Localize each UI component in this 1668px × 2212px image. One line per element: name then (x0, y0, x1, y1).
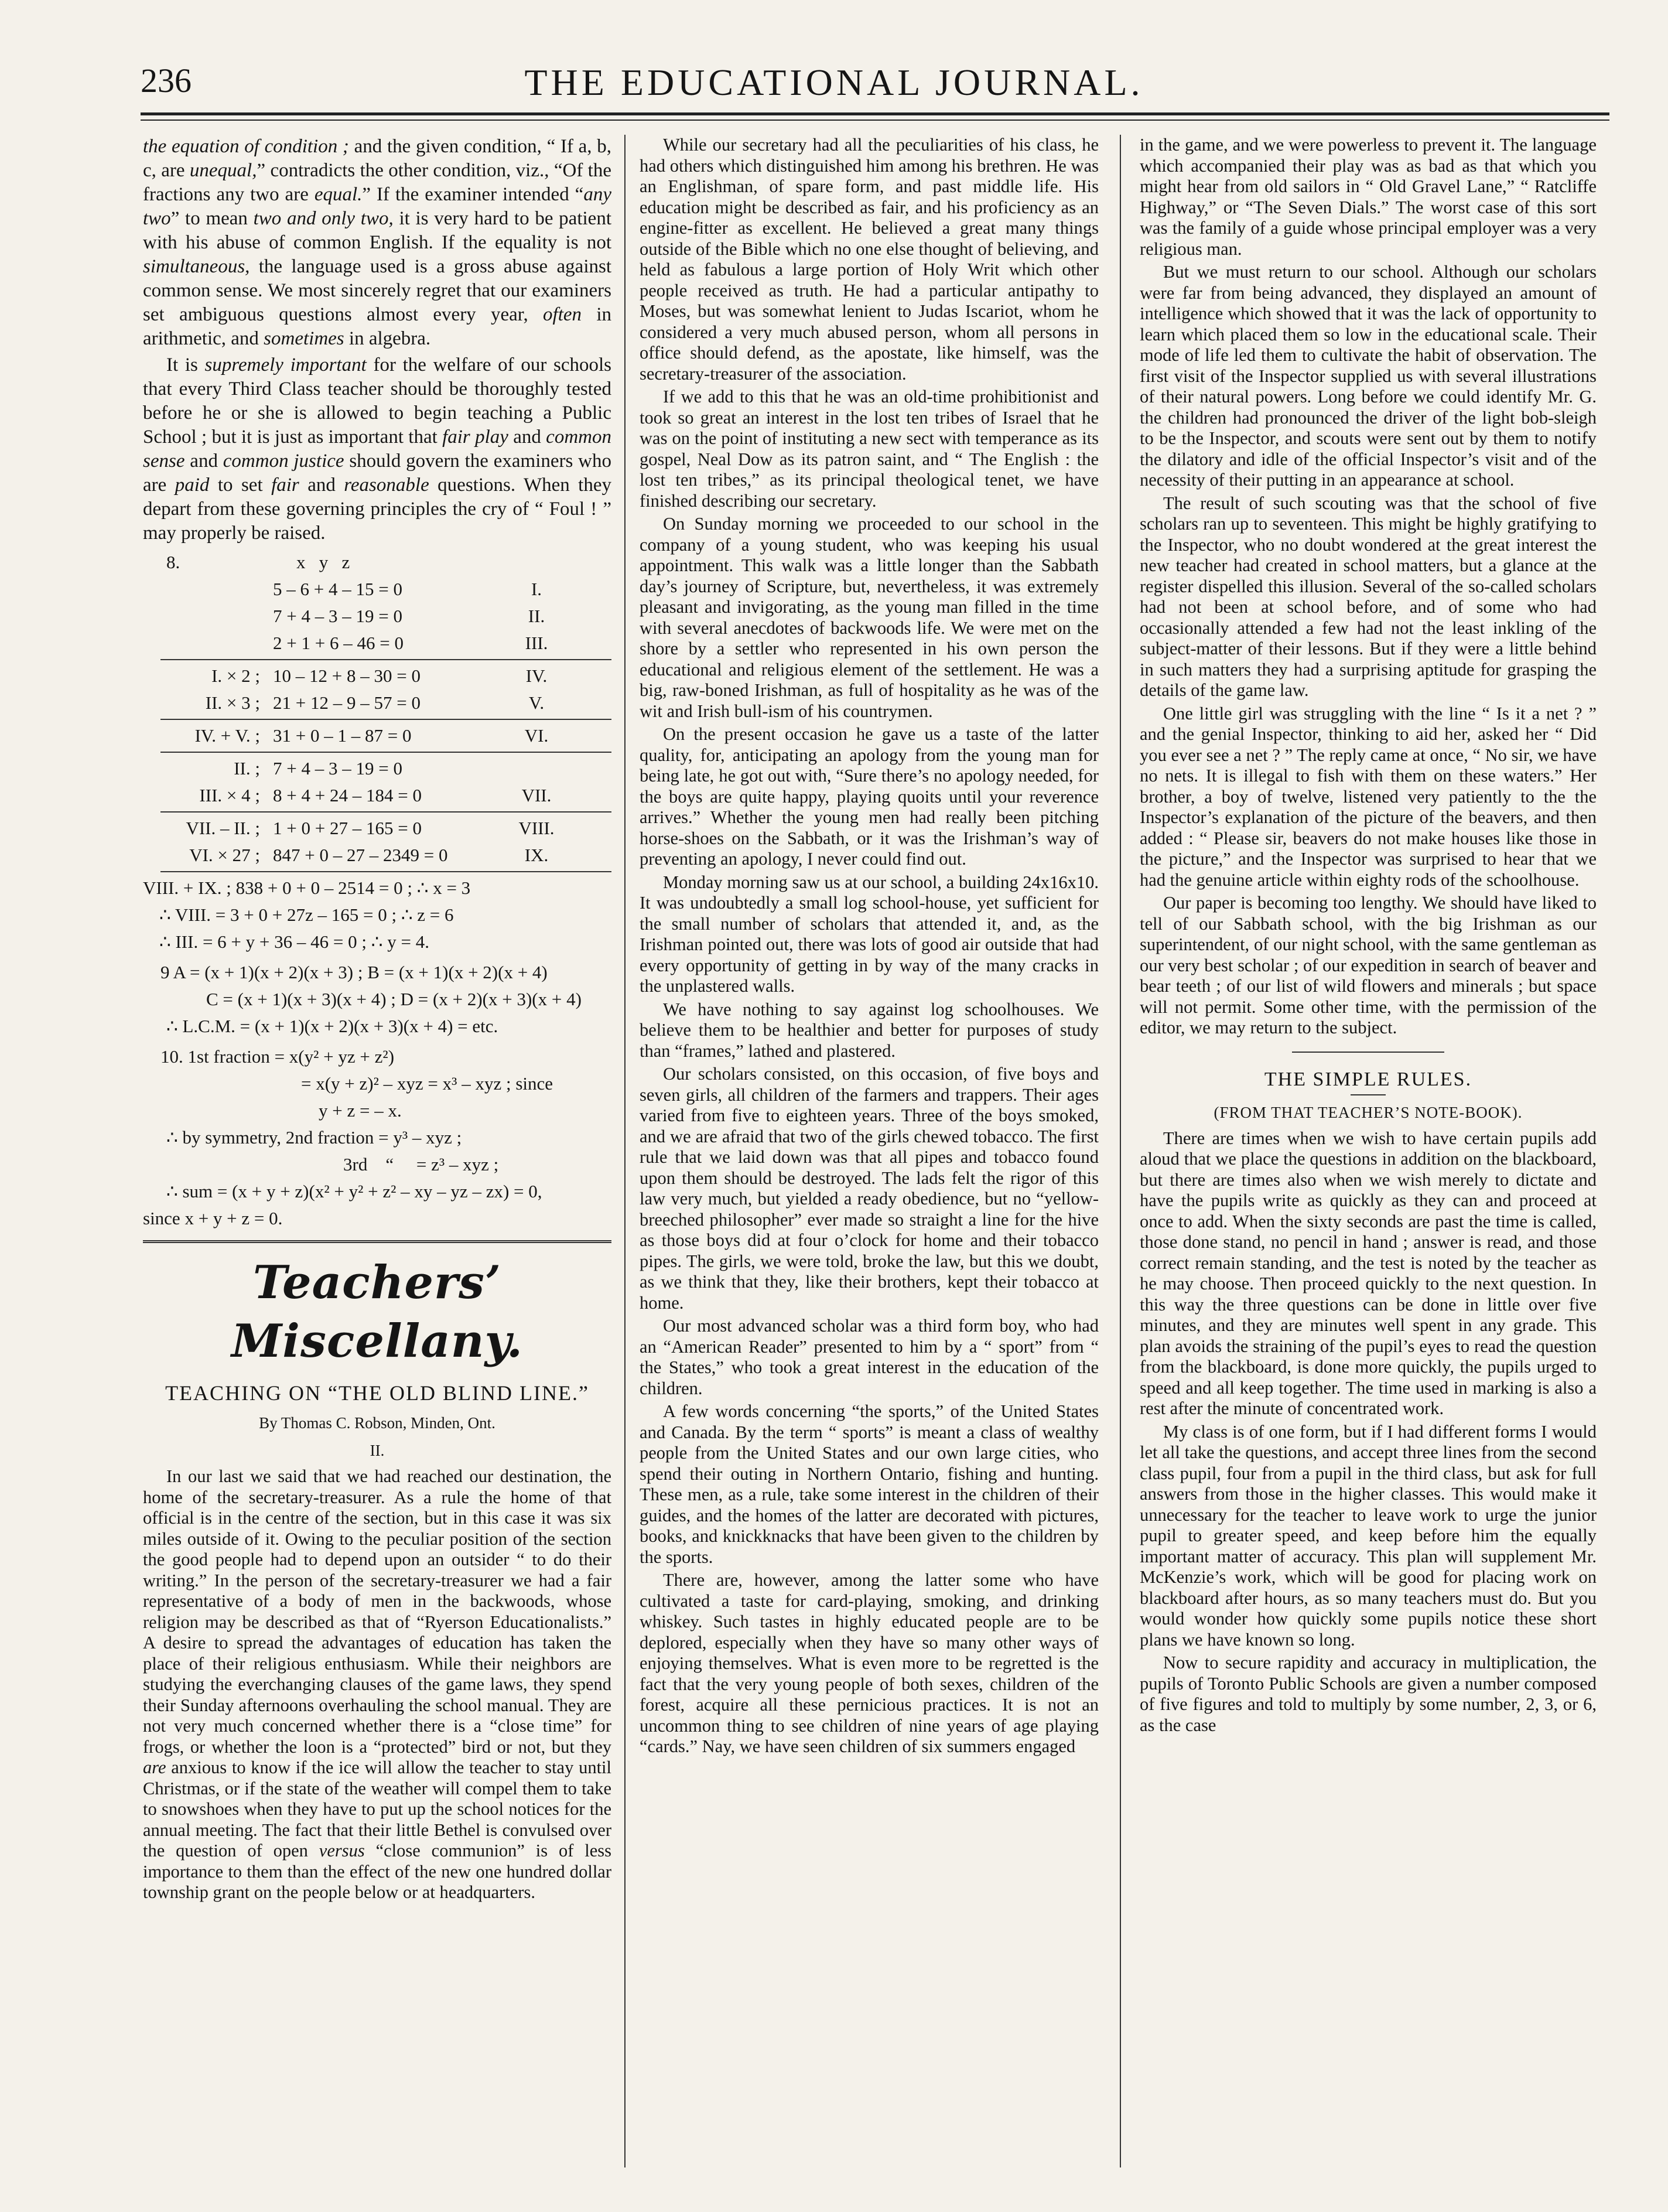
math-rule (160, 659, 611, 660)
paragraph: Our paper is becoming too lengthy. We should have liked to tell of our Sabbath school, with the big Irishman as our superintendent, of our night school, with the same gentleman as our very best scholar ; of our expedition in search of beaver and bear teeth ; of our list of wild flowers and minerals ; but space will not permit. Some other time, with the permission of the editor, we may return to the subject. (1140, 893, 1597, 1037)
math-row: 2 + 1 + 6 – 46 = 0 III. (273, 633, 548, 653)
math-row: I. × 2 ; 10 – 12 + 8 – 30 = 0 IV. (211, 665, 548, 686)
paragraph: Our most advanced scholar was a third form boy, who had an “American Reader” presented to him by a “ sport” from “ the States,” who took a great interest in the education of the children. (640, 1316, 1099, 1398)
section-rule (1292, 1052, 1444, 1053)
paragraph: Monday morning saw us at our school, a building 24x16x10. It was undoubtedly a small log school-house, yet sufficient for the small number of scholars that attended it, and, as the Irishman pointed out, there was lots of good air outside that had every opportunity of getting in by way of the many cracks in the unplastered walls. (640, 872, 1099, 996)
paragraph: the equation of condition ; and the given condition, “ If a, b, c, are unequal,” contradicts the other condition, viz., “Of the fractions any two are equal.” If the examiner intended “any two” to mean two and only two, it is very hard to be patient with his abuse of common English. If the equality is not simultaneous, the language used is a gross abuse against common sense. We most sincerely regret that our examiners set ambiguous questions almost every year, often in arithmetic, and sometimes in algebra. (143, 136, 611, 349)
paragraph: A few words concerning “the sports,” of the United States and Canada. By the term “ sports” is meant a class of wealthy people from the United States and our own large cities, who spend their outing in Northern Ontario, fishing and hunting. These men, as a rule, take some interest in the children of their guides, and the homes of the latter are decorated with pictures, books, and knickknacks that have been given to the children by the sports. (640, 1401, 1099, 1567)
article-title: THE SIMPLE RULES. (1264, 1068, 1472, 1090)
paragraph: Now to secure rapidity and accuracy in multiplication, the pupils of Toronto Public Schools are given a number composed of five figures and told to multiply by some number, 2, 3, or 6, as the case (1140, 1653, 1597, 1735)
math-line: ∴ III. = 6 + y + 36 – 46 = 0 ; ∴ y = 4. (159, 931, 429, 952)
header-rule (141, 112, 1609, 115)
math-line: ∴ sum = (x + y + z)(x² + y² + z² – xy – yz – zx) = 0, (166, 1181, 542, 1201)
math-row: II. ; 7 + 4 – 3 – 19 = 0 (234, 758, 402, 779)
header-rule-thin (141, 120, 1609, 121)
paragraph: There are, however, among the latter some who have cultivated a taste for card-playing, smoking, and drinking whiskey. Such tastes in highly educated people are to be deplored, especially when they have so many other ways of enjoying themselves. What is even more to be regretted is the fact that the very young people of both sexes, children of the forest, acquire all these pernicious practices. It is not an uncommon thing to see children of nine years of age playing “cards.” Nay, we have seen children of six summers engaged (640, 1570, 1099, 1756)
column-1 (143, 135, 611, 2173)
math-rule (160, 871, 611, 872)
math-rule (160, 811, 611, 813)
math-line: since x + y + z = 0. (143, 1208, 283, 1228)
paragraph: But we must return to our school. Although our scholars were far from being advanced, they displayed an amount of intelligence which showed that it was the lack of opportunity to learn which placed them so low in the educational scale. Their mode of life led them to cultivate the habit of observation. The first visit of the Inspector supplied us with several illustrations of their natural powers. Long before we could identify Mr. G. the children had pronounced the driver of the light bob-sleigh to be the Inspector, and scouts were sent out by them to notify the dilatory and idle of the official Inspector’s visit and of the necessity of their putting in an appearance at school. (1140, 262, 1597, 490)
math-line: 9 A = (x + 1)(x + 2)(x + 3) ; B = (x + 1)(x + 2)(x + 4) (160, 962, 548, 982)
math-solution-8 (143, 549, 611, 955)
section-heading: Teachers’ Miscellany. (231, 1256, 524, 1368)
paragraph: My class is of one form, but if I had different forms I would let all take the questions, and accept three lines from the second class pupil, four from a pupil in the third class, but ask for full answers from those in the higher classes. This would make it unnecessary for the teacher to leave work to urge the junior pupil to greater speed, and keep before him the equally important matter of accuracy. This plan will supplement Mr. McKenzie’s work, which will be good for placing work on blackboard after hours, as so many teachers must do. But you would wonder how quickly some pupils notice these short plans we have known so long. (1140, 1421, 1597, 1650)
section-number: II. (370, 1442, 385, 1459)
paragraph: On the present occasion he gave us a taste of the latter quality, for, anticipating an apology from the young man for being late, he got out with, “Sure there’s no apology needed, for the boys are quite happy, playing quoits until your reverence arrives.” Whether the young men had really been pitching horse-shoes on the Sabbath, or it was the Irishman’s way of preventing an apology, I never could find out. (640, 724, 1099, 869)
paragraph: There are times when we wish to have certain pupils add aloud that we place the questions in addition on the blackboard, but there are times also when we wish merely to dictate and have the pupils write as quickly as they can and proceed at once to add. When the sixty seconds are past the time is called, those done stand, no pencil in hand ; answer is read, and those correct remain standing, and the test is noted by the teacher as he may choose. Then proceed quickly to the next question. In this way the three questions can be done in little over five minutes, and they are minutes well spent in any grade. This plan avoids the straining of the pupil’s eyes to read the question from the blackboard, is done more quickly, the pupils urged to speed and all keep together. The time used in marking is also a rest after the minute of concentrated work. (1140, 1128, 1597, 1418)
column-3 (1140, 135, 1597, 2173)
article-title: TEACHING ON “THE OLD BLIND LINE.” (165, 1381, 589, 1405)
section-divider (143, 1240, 611, 1247)
problem-number: 8. (166, 552, 180, 572)
paragraph: In our last we said that we had reached our destination, the home of the secretary-treasurer. As a rule the home of that official is in the centre of the section, but in this case it was six miles outside of it. Owing to the peculiar position of the section the good people had to depend upon an outsider “ to do their writing.” In the person of the secretary-treasurer we had a fair representative of a body of men in the backwoods, whose religion may be described as that of “Ryerson Educationalists.” A desire to spread the advantages of education has taken the place of their religious enthusiasm. While their neighbors are studying the everchanging clauses of the game laws, they spend their Sunday afternoons overhauling the school manual. They are not very much concerned whether there is a “close time” for frogs, or whether the loon is a “protected” bird or not, but they are anxious to know if the ice will allow the teacher to stay until Christmas, or if the state of the weather will compel them to take to snowshoes when they have to put up the school notices for the annual meeting. The fact that their little Bethel is convulsed over the question of open versus “close communion” is of less importance to them than the effect of the new one hundred dollar township grant on the people below or at headquarters. (143, 1466, 611, 1902)
paragraph: Our scholars consisted, on this occasion, of five boys and seven girls, all children of the farmers and trappers. Their ages varied from five to eighteen years. Three of the boys smoked, and we are afraid that two of the girls chewed tobacco. The first rule that we laid down was that all pipes and tobacco found upon them should be destroyed. The lads felt the rigor of this law very much, but yielded a ready obedience, but no “yellow-breeched philosopher” ever made so straight a line for the hive as those boys did at four o’clock for home and their tobacco pipes. The girls, we were told, broke the law, but this we doubt, as we think that they, like their brothers, kept their tobacco at home. (640, 1064, 1099, 1313)
page-number: 236 (141, 62, 192, 100)
byline: By Thomas C. Robson, Minden, Ont. (259, 1414, 495, 1432)
paragraph: It is supremely important for the welfare of our schools that every Third Class teacher should be thoroughly tested before he or she is allowed to begin teaching a Public School ; but it is just as important that fair play and common sense and common justice should govern the examiners who are paid to set fair and reasonable questions. When they depart from these governing principles the cry of “ Foul ! ” may properly be raised. (143, 354, 611, 544)
math-row: III. × 4 ; 8 + 4 + 24 – 184 = 0 VII. (199, 785, 552, 805)
paragraph: The result of such scouting was that the school of five scholars ran up to seventeen. This might be highly gratifying to the Inspector, who no doubt wondered at the great interest the new teacher had created in school matters, but a glance at the register dispelled this illusion. Several of the so-called scholars had not been at school before, and of some who had occasionally attended a few had not the least inkling of the subject-matter of their lessons. But if they were a little behind in such matters they had a surprising aptitude for grasping the details of the game law. (1140, 493, 1597, 700)
math-solution-10 (143, 1043, 611, 1232)
title-rule (1351, 1094, 1386, 1095)
column-2 (640, 135, 1099, 2173)
math-line: = x(y + z)² – xyz = x³ – xyz ; since (301, 1073, 553, 1094)
math-row: 5 – 6 + 4 – 15 = 0 I. (273, 579, 542, 599)
paragraph: in the game, and we were powerless to prevent it. The language which accompanied their play was as bad as that which you might hear from old sailors in “ Old Gravel Lane,” “ Ratcliffe Highway,” or “The Seven Dials.” The worst case of this sort was the family of a guide whose principal employer was a very religious man. (1140, 135, 1597, 259)
paragraph: While our secretary had all the peculiarities of his class, he had others which distinguished him among his brethren. He was an Englishman, of spare form, and past middle life. His education might be described as fair, and his proficiency as an engine-fitter as excellent. He believed a great many things outside of the Bible which no one else thought of believing, and held as fabulous a large portion of Holy Writ which other people received as truth. He had a particular antipathy to Moses, but was somewhat lenient to Judas Iscariot, whom he considered a very much abused person, whom all persons in office should defend, as the apostate, like himself, was the secretary-treasurer of the association. (640, 135, 1099, 384)
math-line: 3rd “ = z³ – xyz ; (343, 1154, 499, 1175)
article-subtitle: (FROM THAT TEACHER’S NOTE-BOOK). (1214, 1104, 1523, 1121)
math-line: VIII. + IX. ; 838 + 0 + 0 – 2514 = 0 ; ∴ x = 3 (143, 878, 471, 898)
column-divider (624, 135, 626, 2167)
math-row: IV. + V. ; 31 + 0 – 1 – 87 = 0 VI. (194, 725, 549, 746)
math-solution-9 (143, 959, 611, 1040)
math-row: VI. × 27 ; 847 + 0 – 27 – 2349 = 0 IX. (189, 845, 549, 865)
variable-labels: x y z (296, 552, 350, 572)
column-divider (1120, 135, 1121, 2167)
math-line: ∴ L.C.M. = (x + 1)(x + 2)(x + 3)(x + 4) = etc. (166, 1016, 498, 1036)
math-line: C = (x + 1)(x + 3)(x + 4) ; D = (x + 2)(x + 3)(x + 4) (206, 989, 582, 1009)
math-rule (160, 719, 611, 720)
paragraph: We have nothing to say against log schoolhouses. We believe them to be healthier and better for purposes of study than “frames,” lathed and plastered. (640, 999, 1099, 1061)
paragraph: If we add to this that he was an old-time prohibitionist and took so great an interest in the lost ten tribes of Israel that he was on the point of instituting a new sect with temperance as its gospel, Neal Dow as its patron saint, and “ The English : the lost ten tribes,” as its principal theological tenet, we have finished describing our secretary. (640, 387, 1099, 511)
paragraph: On Sunday morning we proceeded to our school in the company of a young student, who was keeping his usual appointment. This walk was a little longer than the Sabbath day’s journey of Scripture, but, nevertheless, it was extremely pleasant and invigorating, as the young man filled in the time with several anecdotes of backwoods life. We were met on the shore by a settler who represented in his own person the educational and religious element of the settlement. He was a big, raw-boned Irishman, as full of hospitality as he was of the wit and Irish bull-ism of his countrymen. (640, 514, 1099, 721)
journal-title: THE EDUCATIONAL JOURNAL. (524, 62, 1144, 103)
math-row: II. × 3 ; 21 + 12 – 9 – 57 = 0 V. (205, 692, 545, 713)
math-line: y + z = – x. (319, 1100, 402, 1121)
math-row: VII. – II. ; 1 + 0 + 27 – 165 = 0 VIII. (186, 818, 555, 838)
math-line: ∴ by symmetry, 2nd fraction = y³ – xyz ; (166, 1127, 462, 1148)
math-line: ∴ VIII. = 3 + 0 + 27z – 165 = 0 ; ∴ z = 6 (159, 904, 454, 925)
math-rule (160, 752, 611, 753)
math-row (143, 549, 611, 576)
math-row: 7 + 4 – 3 – 19 = 0 II. (273, 606, 545, 626)
math-line: 10. 1st fraction = x(y² + yz + z²) (160, 1046, 395, 1067)
paragraph: One little girl was struggling with the line “ Is it a net ? ” and the genial Inspector, thinking to aid her, asked her “ Did you ever see a net ? ” The reply came at once, “ No sir, we have no nets. It is illegal to fish with them on these waters.” Her brother, a boy of twelve, listened very patiently to the the Inspector’s explanation of the picture of the beavers, and then added : “ Please sir, beavers do not make houses like those in the picture,” and the Inspector was surprised to hear that we had the genuine article within eighty rods of the schoolhouse. (1140, 703, 1597, 890)
